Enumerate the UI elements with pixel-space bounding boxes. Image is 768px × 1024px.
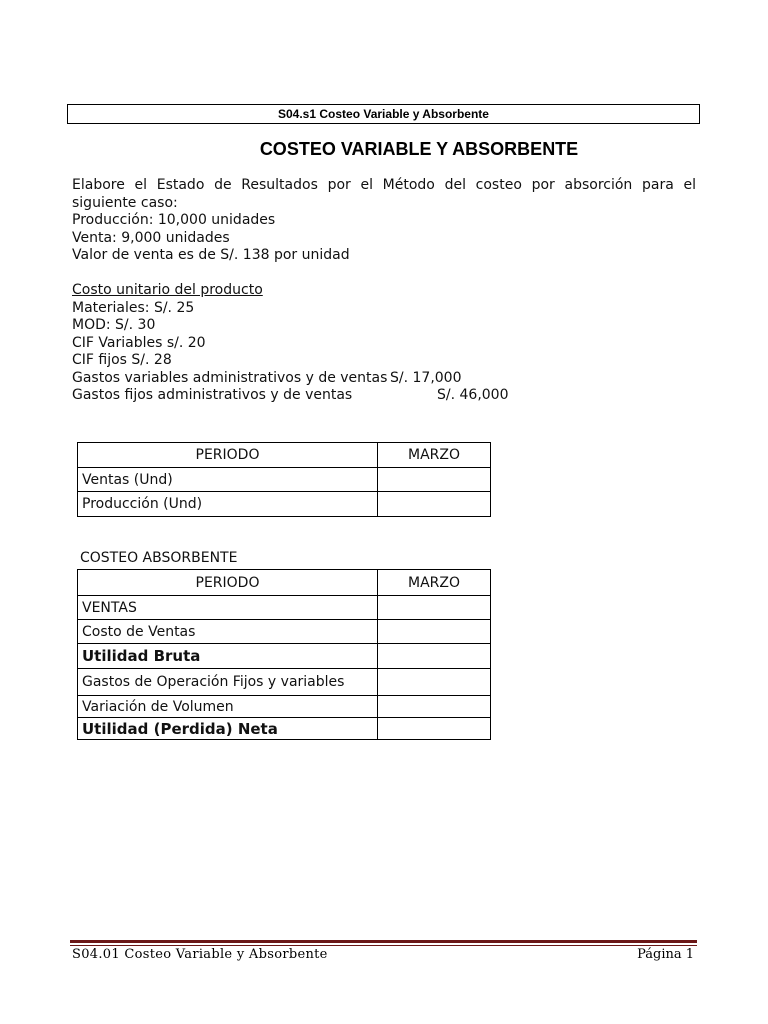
value-cell[interactable] <box>378 718 491 740</box>
intro-paragraph: Elabore el Estado de Resultados por el Método del costeo por absorción para el siguiente caso: <box>72 177 696 211</box>
variable-expenses-value: S/. 17,000 <box>390 369 462 386</box>
price-line: Valor de venta es de S/. 138 por unidad <box>72 247 350 263</box>
mod-line: MOD: S/. 30 <box>72 317 156 333</box>
cif-fixed-line: CIF fijos S/. 28 <box>72 352 172 368</box>
sales-line: Venta: 9,000 unidades <box>72 229 230 246</box>
fixed-expenses-label: Gastos fijos administrativos y de ventas <box>72 387 353 403</box>
value-cell[interactable] <box>378 620 491 644</box>
variable-expenses-label: Gastos variables administrativos y de ventas <box>72 369 388 386</box>
value-cell[interactable] <box>378 492 491 517</box>
column-header-periodo: PERIODO <box>78 570 378 596</box>
production-line: Producción: 10,000 unidades <box>72 212 276 228</box>
value-cell[interactable] <box>378 596 491 620</box>
unit-cost-heading: Costo unitario del producto <box>72 282 263 298</box>
row-label: Utilidad Bruta <box>78 644 378 669</box>
footer-document-title: S04.01 Costeo Variable y Absorbente <box>72 947 328 962</box>
table-row <box>78 669 491 696</box>
variable-expenses-line <box>72 370 696 388</box>
fixed-expenses-value: S/. 46,000 <box>437 387 509 403</box>
row-label: Gastos de Operación Fijos y variables <box>78 669 378 696</box>
row-label: Producción (Und) <box>78 492 378 517</box>
value-cell[interactable] <box>378 468 491 492</box>
row-label: VENTAS <box>78 596 378 620</box>
column-header-marzo: MARZO <box>378 570 491 596</box>
section-label-costeo-absorbente: COSTEO ABSORBENTE <box>80 550 238 566</box>
document-header: S04.s1 Costeo Variable y Absorbente <box>67 104 700 124</box>
table-row <box>78 718 491 740</box>
column-header-periodo: PERIODO <box>78 443 378 468</box>
value-cell[interactable] <box>378 644 491 669</box>
footer-rule <box>70 940 697 943</box>
table-header-row <box>78 443 491 468</box>
table-row <box>78 620 491 644</box>
absorption-costing-table <box>77 569 491 740</box>
problem-statement <box>72 177 696 405</box>
footer-page-number: Página 1 <box>637 947 694 962</box>
value-cell[interactable] <box>378 696 491 718</box>
row-label: Variación de Volumen <box>78 696 378 718</box>
table-row <box>78 596 491 620</box>
table-row <box>78 644 491 669</box>
column-header-marzo: MARZO <box>378 443 491 468</box>
row-label: Ventas (Und) <box>78 468 378 492</box>
page-title: COSTEO VARIABLE Y ABSORBENTE <box>259 139 579 159</box>
table-row <box>78 492 491 517</box>
table-row <box>78 468 491 492</box>
row-label: Costo de Ventas <box>78 620 378 644</box>
fixed-expenses-line <box>72 387 696 405</box>
footer-rule-thin <box>70 945 697 946</box>
cif-variable-line: CIF Variables s/. 20 <box>72 334 206 351</box>
table-header-row <box>78 570 491 596</box>
units-table <box>77 442 491 517</box>
materials-line: Materiales: S/. 25 <box>72 299 195 316</box>
row-label: Utilidad (Perdida) Neta <box>78 718 378 740</box>
value-cell[interactable] <box>378 669 491 696</box>
table-row <box>78 696 491 718</box>
